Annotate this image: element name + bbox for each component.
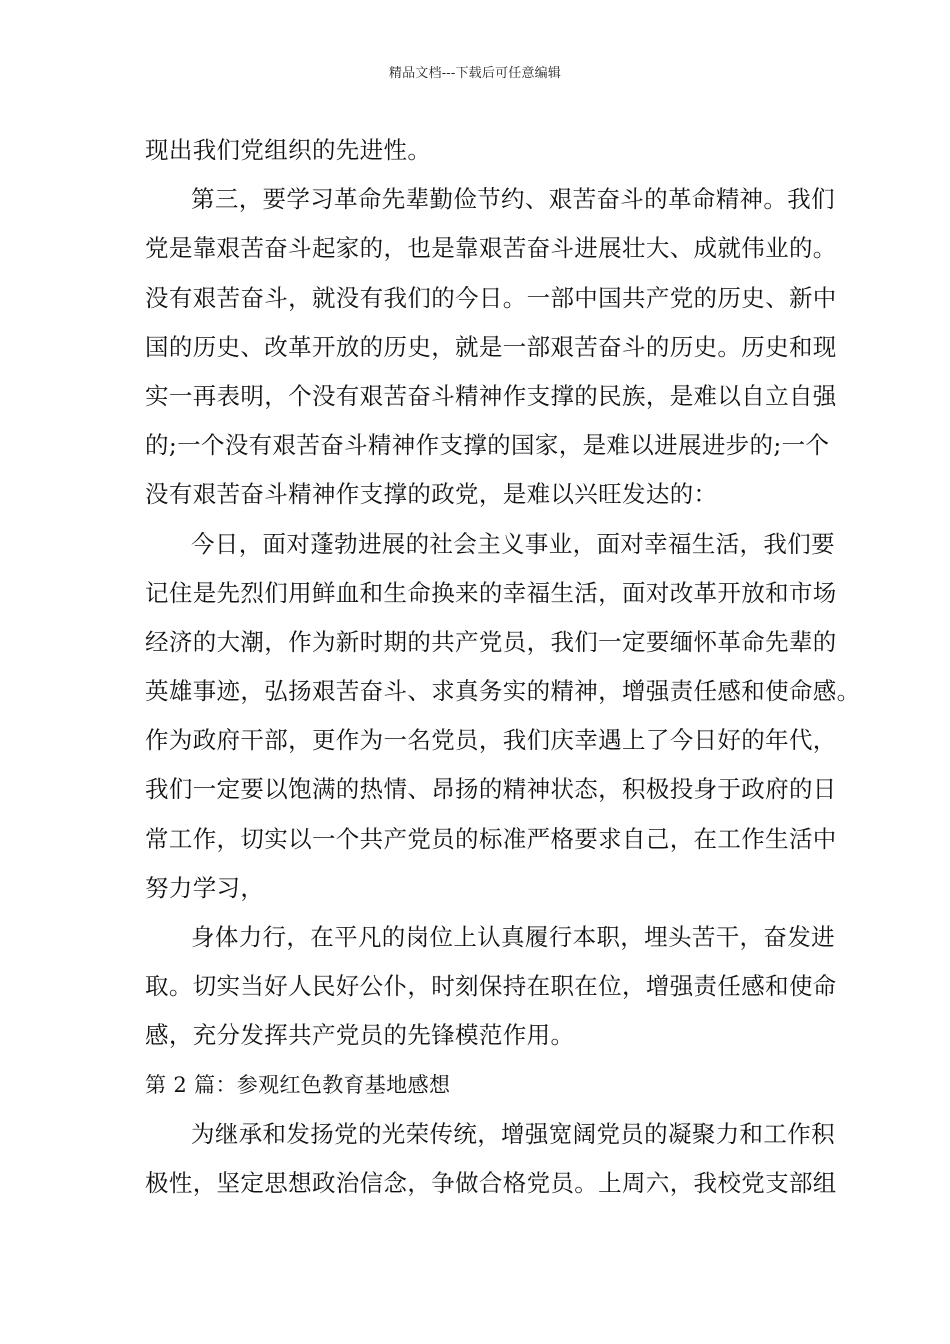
paragraph-line: 现出我们党组织的先进性。 xyxy=(145,136,432,164)
paragraph-line: 没有艰苦奋斗精神作支撑的政党，是难以兴旺发达的： xyxy=(145,480,718,509)
paragraph-line: 极性，坚定思想政治信念，争做合格党员。上周六，我校党支部组 xyxy=(145,1168,837,1197)
paragraph-line: 作为政府干部，更作为一名党员，我们庆幸遇上了今日好的年代， xyxy=(145,726,837,755)
paragraph-line: 没有艰苦奋斗，就没有我们的今日。一部中国共产党的历史、新中 xyxy=(145,283,837,312)
paragraph-line: 常工作，切实以一个共产党员的标准严格要求自己，在工作生活中 xyxy=(145,824,837,853)
paragraph-line: 英雄事迹，弘扬艰苦奋斗、求真务实的精神，增强责任感和使命感。 xyxy=(145,677,861,706)
paragraph-line: 实一再表明，个没有艰苦奋斗精神作支撑的民族，是难以自立自强 xyxy=(145,381,837,410)
paragraph-line: 身体力行，在平凡的岗位上认真履行本职，埋头苦干，奋发进 xyxy=(191,923,835,951)
section-heading: 第 2 篇：参观红色教育基地感想 xyxy=(145,1072,451,1097)
paragraph-line: 的;一个没有艰苦奋斗精神作支撑的国家，是难以进展进步的;一个 xyxy=(145,431,830,460)
paragraph-line: 今日，面对蓬勃进展的社会主义事业，面对幸福生活，我们要 xyxy=(191,529,835,558)
paragraph-line: 国的历史、改革开放的历史，就是一部艰苦奋斗的历史。历史和现 xyxy=(145,332,837,361)
paragraph-line: 第三，要学习革命先辈勤俭节约、艰苦奋斗的革命精神。我们 xyxy=(191,185,835,214)
paragraph-line: 党是靠艰苦奋斗起家的，也是靠艰苦奋斗进展壮大、成就伟业的。 xyxy=(145,234,837,263)
paragraph-line: 记住是先烈们用鲜血和生命换来的幸福生活，面对改革开放和市场 xyxy=(145,578,837,607)
paragraph-line: 经济的大潮，作为新时期的共产党员，我们一定要缅怀革命先辈的 xyxy=(145,627,837,656)
paragraph-line: 感，充分发挥共产党员的先锋模范作用。 xyxy=(145,1021,575,1050)
paragraph-line: 取。切实当好人民好公仆，时刻保持在职在位，增强责任感和使命 xyxy=(145,972,837,1001)
paragraph-line: 为继承和发扬党的光荣传统，增强宽阔党员的凝聚力和工作积 xyxy=(191,1119,835,1148)
page-header: 精品文档---下载后可任意编辑 xyxy=(388,66,562,81)
paragraph-line: 我们一定要以饱满的热情、昂扬的精神状态，积极投身于政府的日 xyxy=(145,775,837,804)
document-body xyxy=(145,133,861,1215)
paragraph-line: 努力学习， xyxy=(145,873,265,902)
